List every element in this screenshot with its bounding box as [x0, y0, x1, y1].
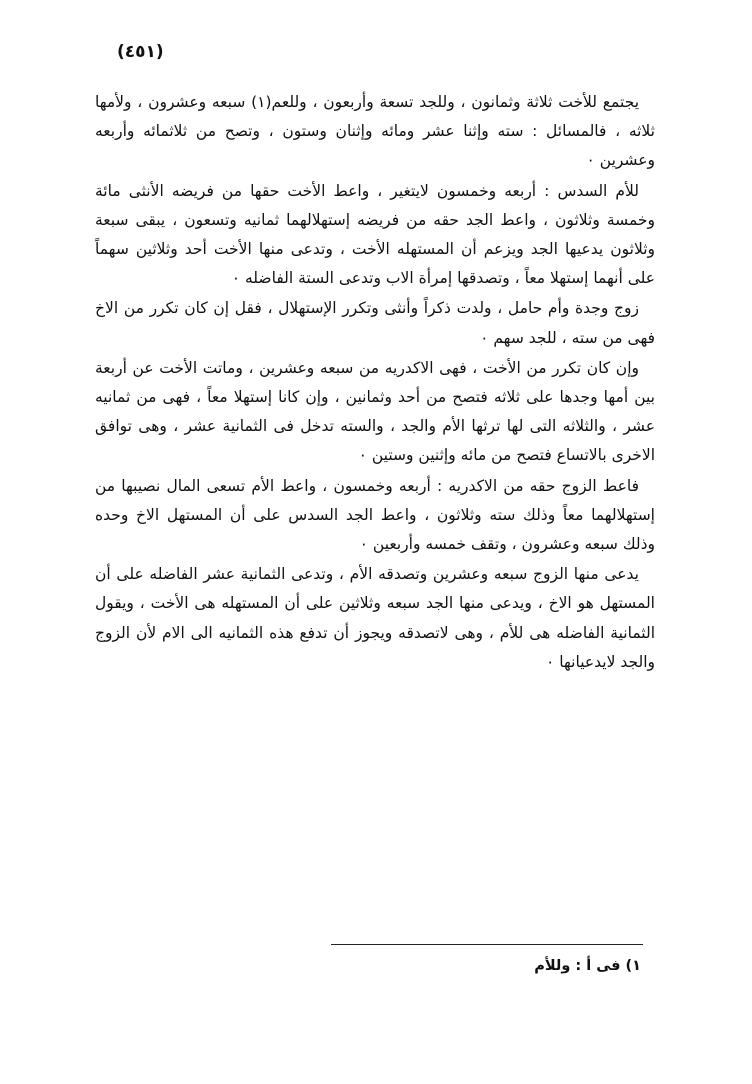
paragraph: يدعى منها الزوج سبعه وعشرين وتصدقه الأم ، وتدعى الثمانية عشر الفاضله على أن المستهل هو الاخ ، ويدعى منها الجد سبعه وثلاثين على أن المستهله هى الأخت ، ويقول الثمانية الفاضله هى للأم ، وهى لاتصدقه ويجوز أن تدفع هذه الثمانيه الى الام لأن الزوج والجد لايدعيانها ٠ [95, 565, 655, 671]
footnote: ١) فى أ : وللأم [534, 958, 641, 974]
paragraph: زوج وجدة وأم حامل ، ولدت ذكراً وأنثى وتكرر الإستهلال ، فقل إن كان تكرر من الاخ فهى من سته ، للجد سهم ٠ [95, 299, 655, 347]
paragraph: وإن كان تكرر من الأخت ، فهى الاكدريه من سبعه وعشرين ، وماتت الأخت عن أربعة بين أمها وجدها على ثلاثه فتصح من أحد وثمانين ، وإن كانا إستهلا معاً ، فهى من ثمانيه عشر ، والثلاثه التى لها ترثها الأم والجد ، والسته تدخل فى الثمانية عشر ، وهى توافق الاخرى بالاتساع فتصح من مائه وإثنين وستين ٠ [95, 358, 655, 465]
paragraph: يجتمع للأخت ثلاثة وثمانون ، وللجد تسعة وأربعون ، وللعم(١) سبعه وعشرون ، ولأمها ثلاثه ، فالمسائل : سته وإثنا عشر ومائه وإثنان وستون ، وتصح من ثلاثمائه وأربعه وعشرين ٠ [95, 93, 655, 170]
paragraph: للأم السدس : أربعه وخمسون لايتغير ، واعط الأخت حقها من فريضه الأنثى مائة وخمسة وثلاثون ، واعط الجد حقه من فريضه إستهلالهما ثمانيه وتسعون ، يبقى سبعة وثلاثون يدعيها الجد ويزعم أن المستهله الأخت ، وتدعى منها الأخت أحد وثلاثين سهماً على أنهما إستهلا معاً ، وتصدقها إمرأة الاب وتدعى الستة الفاضله ٠ [95, 181, 655, 288]
body-text [95, 88, 655, 677]
paragraph: فاعط الزوج حقه من الاكدريه : أربعه وخمسون ، واعط الأم تسعى المال نصيبها من إستهلالهما معاً وذلك سته وثلاثون ، واعط الجد السدس على أن المستهل الاخ وحده وذلك سبعه وعشرون ، وتقف خمسه وأربعين ٠ [95, 476, 655, 554]
page-number: (٤٥١) [117, 42, 164, 62]
footnote-divider [331, 944, 643, 945]
